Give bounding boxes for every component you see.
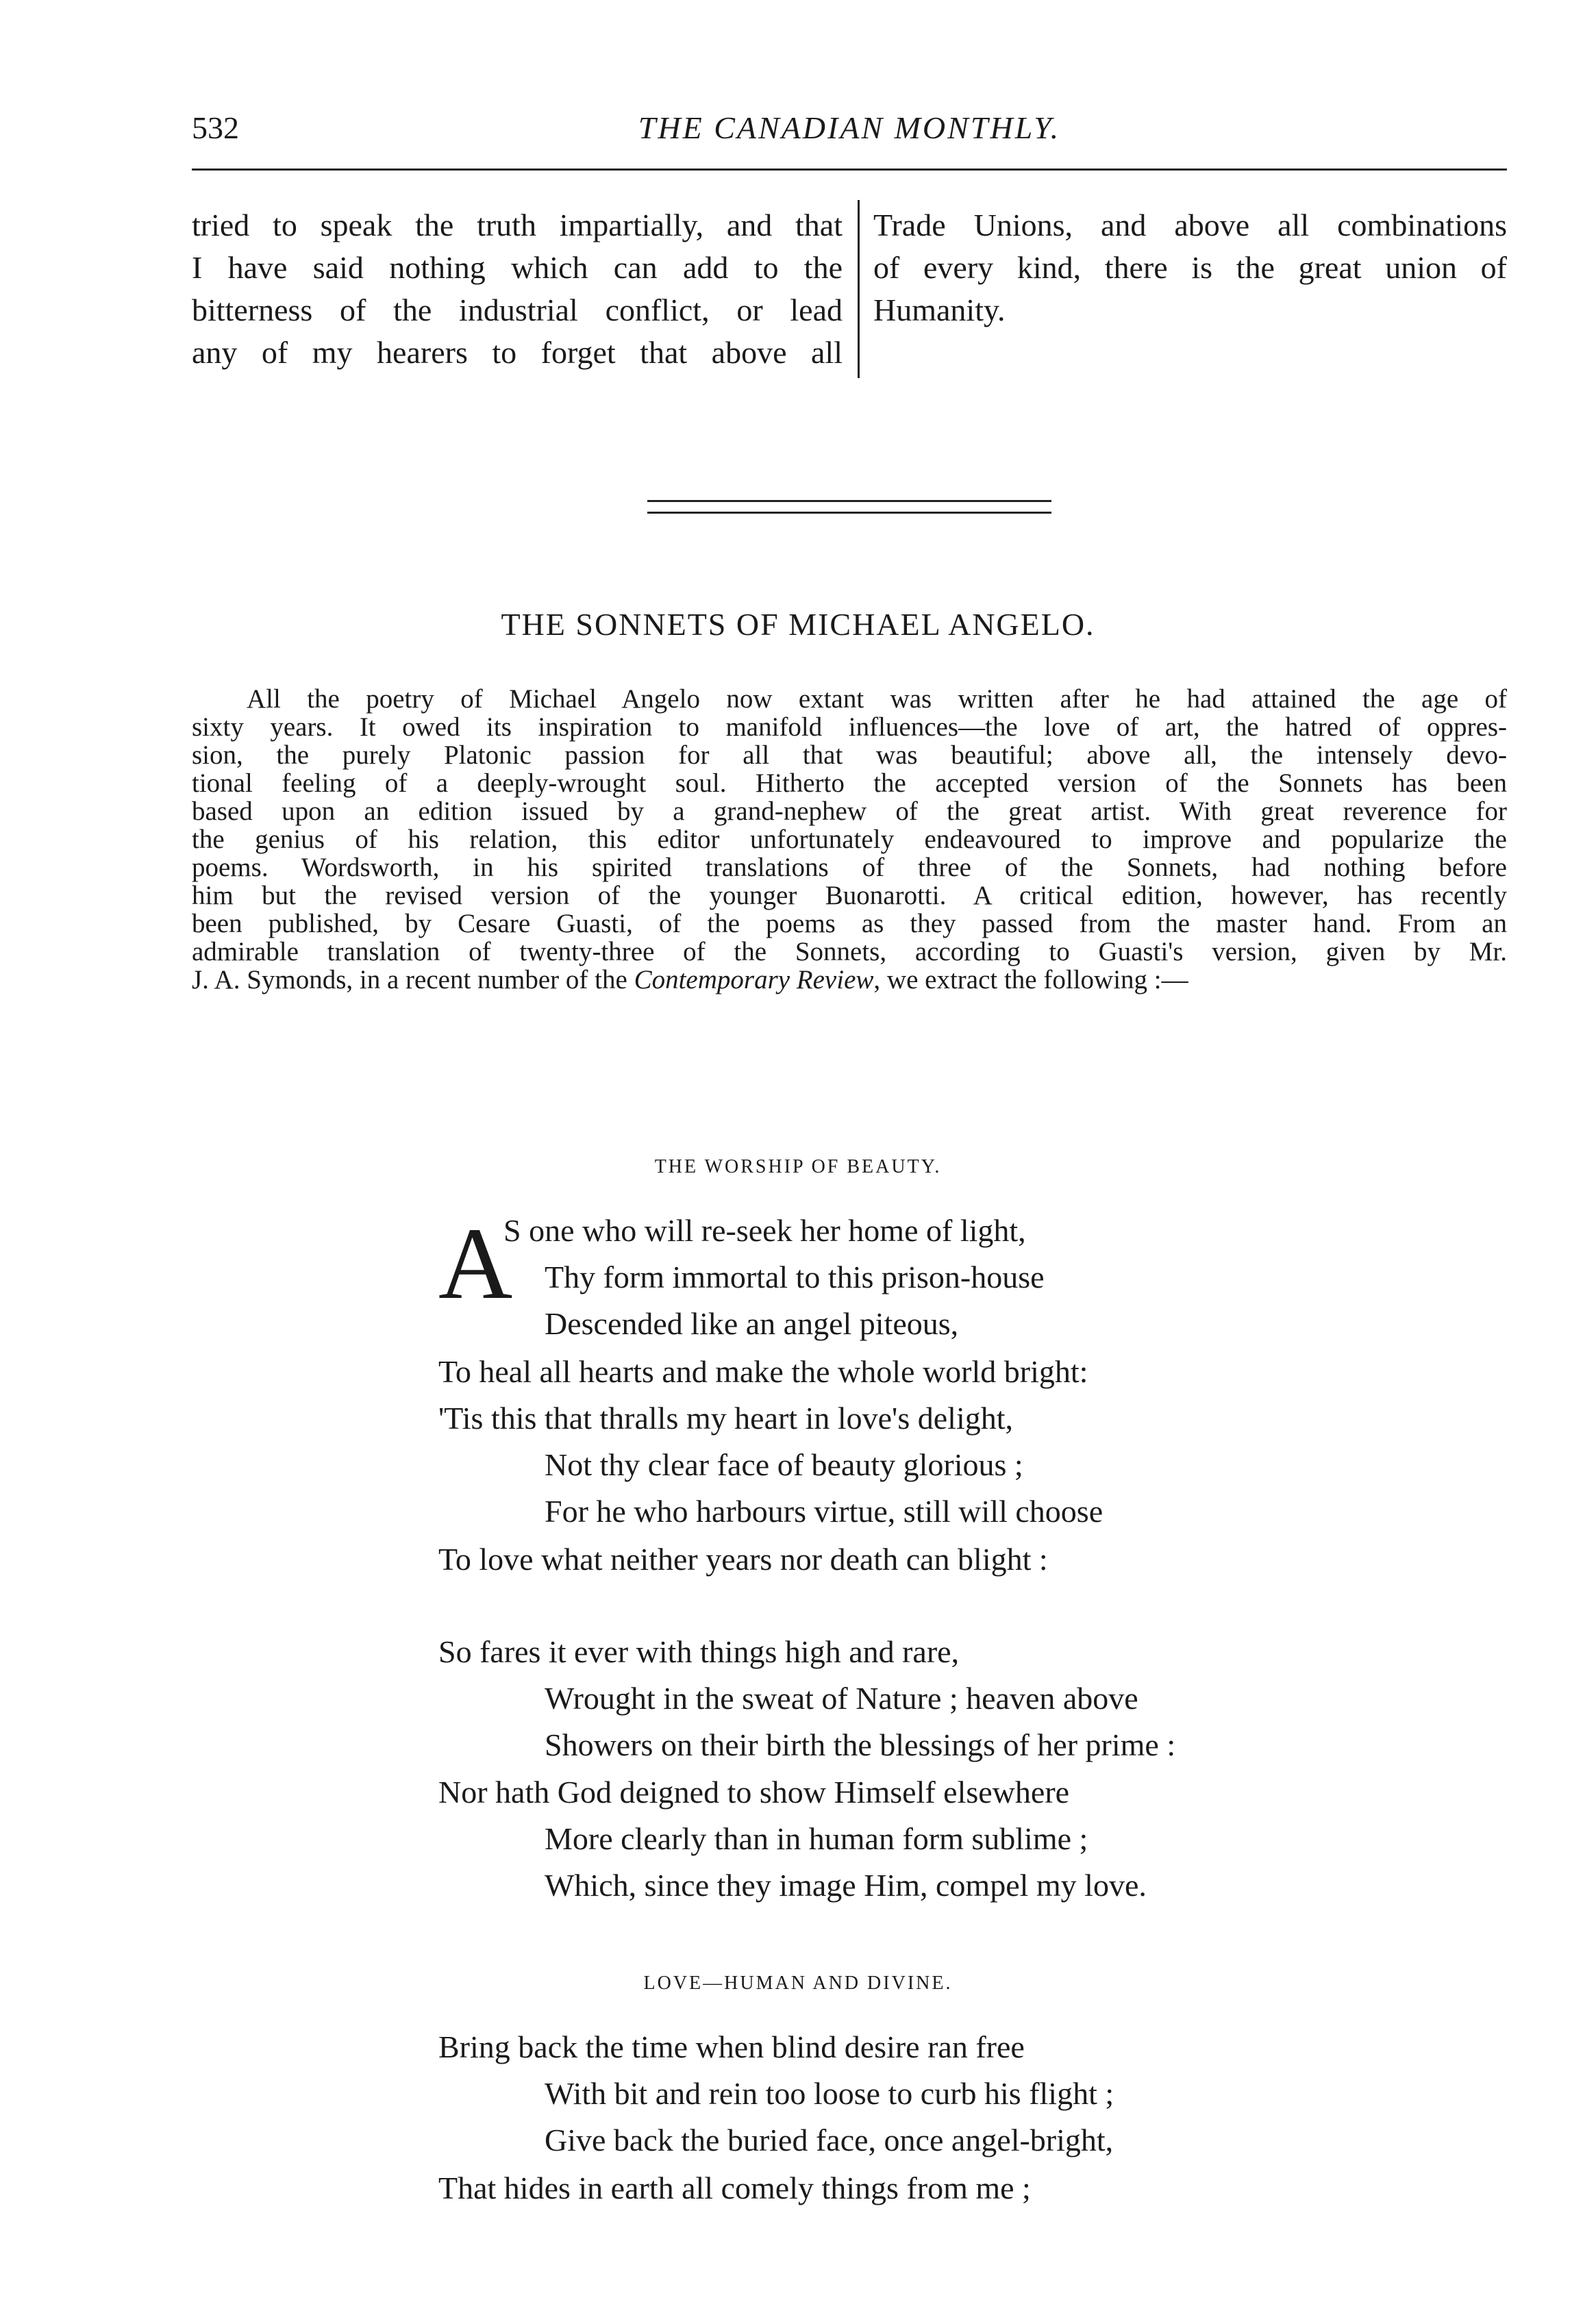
- running-title: THE CANADIAN MONTHLY.: [638, 110, 1061, 145]
- left-column-line: any of my hearers to forget that above all: [192, 335, 843, 370]
- poem-line: Bring back the time when blind desire ran free: [438, 2029, 1025, 2064]
- intro-line: tional feeling of a deeply-wrought soul. Hitherto the accepted version of the Sonnets has been: [192, 768, 1507, 798]
- previous-article-columns: [192, 204, 1507, 389]
- left-column-line: bitterness of the industrial conflict, or lead: [192, 292, 843, 327]
- poem-title: LOVE—HUMAN AND DIVINE.: [643, 1973, 953, 1994]
- header-rule: [192, 168, 1507, 171]
- poem-line: More clearly than in human form sublime ;: [545, 1821, 1088, 1856]
- intro-line: All the poetry of Michael Angelo now extant was written after he had attained the age of: [247, 684, 1507, 714]
- intro-last-line: [192, 966, 1507, 994]
- right-column: [873, 204, 1507, 331]
- journal-name: Contemporary Review: [634, 965, 874, 994]
- article-intro: [192, 685, 1507, 994]
- drop-cap: A: [438, 1207, 513, 1321]
- poem-line: Which, since they image Him, compel my love.: [545, 1868, 1147, 1903]
- poem-line: For he who harbours virtue, still will choose: [545, 1494, 1104, 1529]
- intro-line: sion, the purely Platonic passion for all that was beautiful; above all, the intensely devo-: [192, 740, 1507, 770]
- poem-line: Give back the buried face, once angel-bright,: [545, 2123, 1114, 2157]
- poem-line: Descended like an angel piteous,: [545, 1306, 959, 1341]
- right-column-line: of every kind, there is the great union of: [873, 250, 1507, 285]
- intro-line: poems. Wordsworth, in his spirited translations of three of the Sonnets, had nothing before: [192, 853, 1507, 882]
- intro-line: him but the revised version of the younger Buonarotti. A critical edition, however, has recently: [192, 881, 1507, 910]
- poem-line: So fares it ever with things high and rare,: [438, 1634, 960, 1669]
- poem-line: With bit and rein too loose to curb his flight ;: [545, 2076, 1114, 2111]
- poem-line: That hides in earth all comely things from me ;: [438, 2170, 1031, 2205]
- poem-line: To love what neither years nor death can blight :: [438, 1542, 1048, 1577]
- poem-line: Thy form immortal to this prison-house: [545, 1260, 1045, 1294]
- left-column-line: tried to speak the truth impartially, and that: [192, 208, 843, 242]
- poem-line: Wrought in the sweat of Nature ; heaven above: [545, 1681, 1138, 1716]
- intro-line: sixty years. It owed its inspiration to manifold influences—the love of art, the hatred of oppres-: [192, 712, 1507, 742]
- left-column-line: I have said nothing which can add to the: [192, 250, 843, 285]
- intro-line: the genius of his relation, this editor unfortunately endeavoured to improve and popularize the: [192, 825, 1507, 854]
- poem-line: S one who will re-seek her home of light,: [503, 1213, 1026, 1248]
- right-column-line: Humanity.: [873, 292, 1006, 327]
- left-column: [192, 204, 843, 374]
- article-title: THE SONNETS OF MICHAEL ANGELO.: [501, 607, 1095, 642]
- right-column-line: Trade Unions, and above all combinations: [873, 208, 1507, 242]
- intro-line: admirable translation of twenty-three of the Sonnets, according to Guasti's version, given by Mr.: [192, 937, 1507, 966]
- poem-line: Not thy clear face of beauty glorious ;: [545, 1447, 1023, 1482]
- poem-title: THE WORSHIP OF BEAUTY.: [654, 1156, 942, 1177]
- page-number: 532: [192, 110, 239, 145]
- intro-line: been published, by Cesare Guasti, of the poems as they passed from the master hand. From an: [192, 909, 1507, 938]
- section-divider: [647, 500, 1051, 514]
- running-head: [192, 103, 1507, 164]
- poem-line: 'Tis this that thralls my heart in love's delight,: [438, 1401, 1014, 1436]
- column-divider: [858, 200, 860, 378]
- intro-last-line-end: , we extract the following :—: [873, 965, 1188, 994]
- intro-line: based upon an edition issued by a grand-nephew of the great artist. With great reverence for: [192, 797, 1507, 826]
- intro-last-line-start: J. A. Symonds, in a recent number of the: [192, 965, 634, 994]
- poem-line: Nor hath God deigned to show Himself elsewhere: [438, 1775, 1070, 1810]
- poem-line: To heal all hearts and make the whole world bright:: [438, 1354, 1088, 1389]
- poem-line: Showers on their birth the blessings of her prime :: [545, 1727, 1176, 1762]
